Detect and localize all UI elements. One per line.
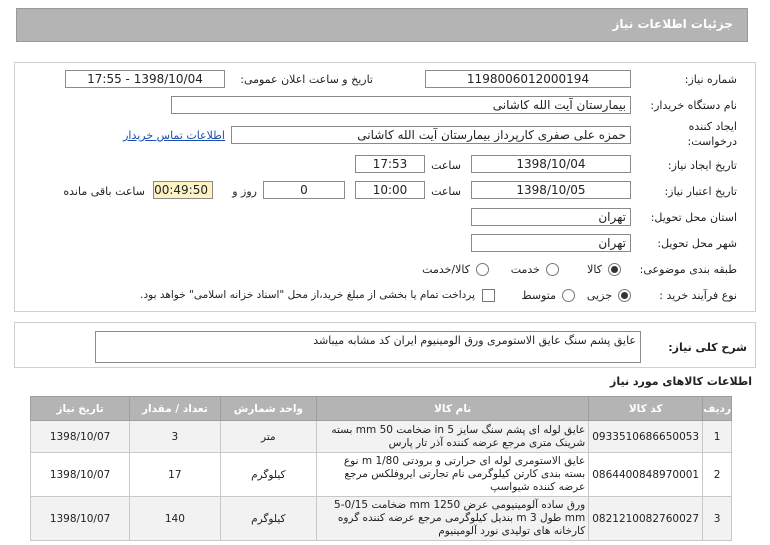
- need-number-field: 1198006012000194: [425, 70, 631, 88]
- city-label: شهر محل تحویل:: [657, 237, 737, 250]
- table-row: [31, 497, 732, 541]
- page-header: [16, 8, 748, 42]
- creator-label-line1: ایجاد کننده: [688, 120, 737, 133]
- created-date-field: 1398/10/04: [471, 155, 631, 173]
- process-minor-radio[interactable]: [618, 289, 631, 302]
- cell-item-name: ورق ساده آلومینیومی عرض 1250 mm ضخامت 0/15-5 mm طول 3 m بندیل کیلوگرمی مرجع عرضه کننده گروه کارخانه های تولیدی نورد آلومینیوم: [317, 497, 589, 541]
- validity-date-label: تاریخ اعتبار نیاز:: [664, 185, 737, 198]
- category-goods-label: کالا: [587, 263, 602, 276]
- table-row: [31, 453, 732, 497]
- cell-need-date: 1398/10/07: [31, 453, 130, 497]
- buyer-contact-link[interactable]: اطلاعات تماس خریدار: [123, 129, 225, 142]
- cell-unit: کیلوگرم: [220, 453, 317, 497]
- cell-quantity: 17: [130, 453, 220, 497]
- announce-datetime-label: تاریخ و ساعت اعلان عمومی:: [240, 73, 373, 86]
- cell-item-name: عایق الاستومری لوله ای حرارتی و برودتی 1/80 m نوع بسته بندی کارتن کیلوگرمی نام تجارتی ایروفلکس مرجع عرضه کننده شیواسپ: [317, 453, 589, 497]
- items-section-title: اطلاعات کالاهای مورد نیاز: [610, 375, 752, 388]
- need-number-label: شماره نیاز:: [684, 73, 737, 86]
- header-unit: واحد شمارش: [220, 397, 317, 421]
- category-goods-service-radio[interactable]: [476, 263, 489, 276]
- created-date-label: تاریخ ایجاد نیاز:: [667, 159, 737, 172]
- category-label: طبقه بندی موضوعی:: [639, 263, 737, 276]
- city-field: تهران: [471, 234, 631, 252]
- buyer-org-label: نام دستگاه خریدار:: [650, 99, 737, 112]
- cell-item-code: 0821210082760027: [589, 497, 703, 541]
- category-goods-radio[interactable]: [608, 263, 621, 276]
- cell-need-date: 1398/10/07: [31, 497, 130, 541]
- cell-row-number: 1: [703, 421, 732, 453]
- buyer-org-field: بیمارستان آیت الله کاشانی: [171, 96, 631, 114]
- treasury-payment-note: پرداخت تمام یا بخشی از مبلغ خرید،از محل "اسناد خزانه اسلامی" خواهد بود.: [140, 289, 475, 301]
- cell-item-code: 0864400848970001: [589, 453, 703, 497]
- process-medium-label: متوسط: [521, 289, 556, 302]
- category-goods-service-label: کالا/خدمت: [422, 263, 470, 276]
- need-details-panel: [14, 62, 756, 312]
- process-minor-label: جزیی: [586, 289, 612, 302]
- cell-unit: کیلوگرم: [220, 497, 317, 541]
- header-need-date: تاریخ نیاز: [31, 397, 130, 421]
- created-time-field: 17:53: [355, 155, 425, 173]
- remaining-days-field: 0: [263, 181, 345, 199]
- creator-label-line2: درخواست:: [687, 135, 737, 148]
- announce-datetime-field: 1398/10/04 - 17:55: [65, 70, 225, 88]
- cell-item-code: 0933510686650053: [589, 421, 703, 453]
- cell-unit: متر: [220, 421, 317, 453]
- province-field: تهران: [471, 208, 631, 226]
- description-field: عایق پشم سنگ عایق الاستومری ورق الومینیوم ایران کد مشابه میباشد: [95, 331, 641, 363]
- validity-time-label: ساعت: [431, 185, 461, 198]
- creator-field: حمزه علی صفری کارپرداز بیمارستان آیت الله کاشانی: [231, 126, 631, 144]
- cell-row-number: 2: [703, 453, 732, 497]
- validity-date-field: 1398/10/05: [471, 181, 631, 199]
- validity-time-field: 10:00: [355, 181, 425, 199]
- items-table: [30, 396, 732, 541]
- header-item-code: کد کالا: [589, 397, 703, 421]
- category-service-radio[interactable]: [546, 263, 559, 276]
- remaining-time-field: 00:49:50: [153, 181, 213, 199]
- category-service-label: خدمت: [510, 263, 540, 276]
- table-row: [31, 421, 732, 453]
- cell-need-date: 1398/10/07: [31, 421, 130, 453]
- cell-item-name: عایق لوله ای پشم سنگ سایز 5 in ضخامت 50 mm بسته شرینک متری مرجع عرضه کننده آذر تار پارس: [317, 421, 589, 453]
- created-time-label: ساعت: [431, 159, 461, 172]
- cell-quantity: 3: [130, 421, 220, 453]
- cell-quantity: 140: [130, 497, 220, 541]
- description-label: شرح کلی نیاز:: [668, 341, 747, 354]
- header-item-name: نام کالا: [317, 397, 589, 421]
- cell-row-number: 3: [703, 497, 732, 541]
- process-medium-radio[interactable]: [562, 289, 575, 302]
- page-title: جزئیات اطلاعات نیاز: [612, 17, 733, 31]
- remaining-time-label: ساعت باقی مانده: [63, 185, 145, 198]
- header-quantity: تعداد / مقدار: [130, 397, 220, 421]
- province-label: استان محل تحویل:: [650, 211, 737, 224]
- items-table-header: [31, 397, 732, 421]
- header-row-number: ردیف: [703, 397, 732, 421]
- purchase-process-label: نوع فرآیند خرید :: [659, 289, 737, 302]
- treasury-payment-checkbox[interactable]: [482, 289, 495, 302]
- description-panel: [14, 322, 756, 368]
- days-label: روز و: [232, 185, 257, 198]
